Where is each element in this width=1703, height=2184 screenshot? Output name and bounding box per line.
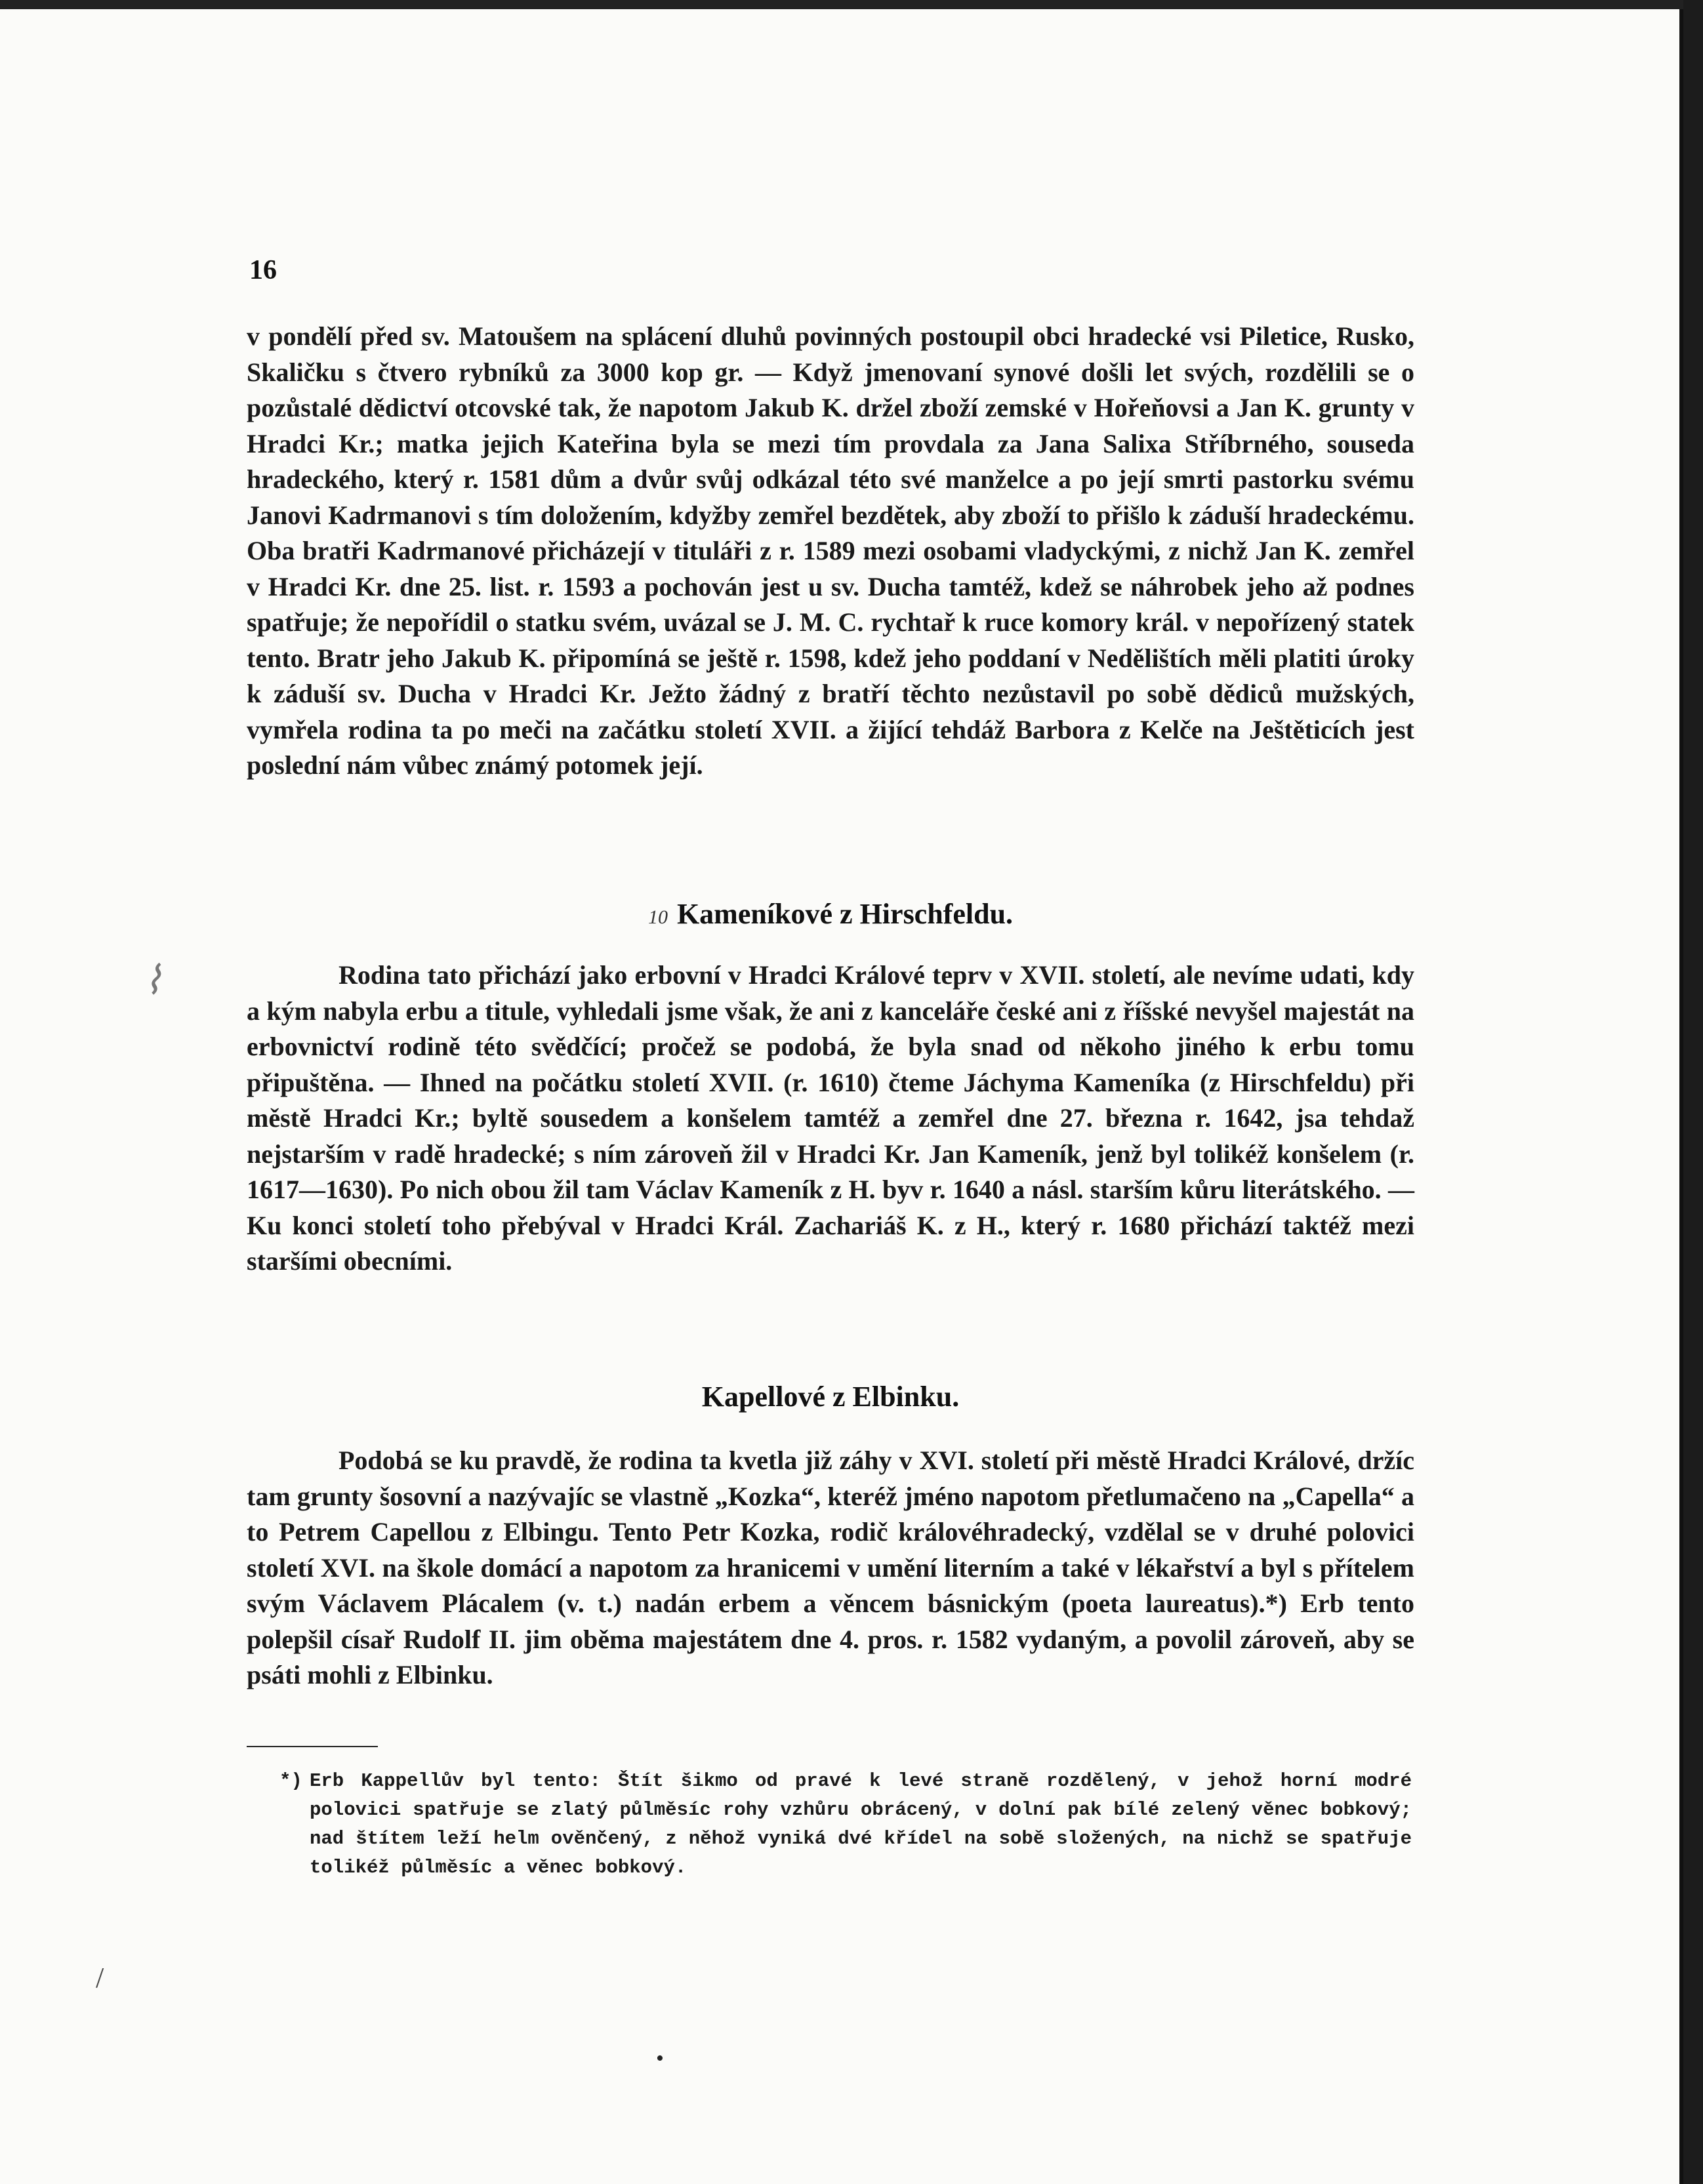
paragraph-kamenikove: Rodina tato přichází jako erbovní v Hradci Králové teprv v XVII. století, ale nevíme udati, kdy a kým nabyla erbu a titule, vyhledali jsme však, že ani z kanceláře české ani z říšské nevyšel majestát na erbovnictví rodině této svědčící; pročež se podobá, že byla snad od někoho jiného k erbu tomu připuštěna. — Ihned na počátku století XVII. (r. 1610) čteme Jáchyma Kameníka (z Hirschfeldu) při městě Hradci Kr.; byltě sousedem a konšelem tamtéž a zemřel dne 27. března r. 1642, jsa tehdaž nejstarším v radě hradecké; s ním zároveň žil v Hradci Kr. Jan Kameník, jenž byl tolikéž konšelem (r. 1617—1630). Po nich obou žil tam Václav Kameník z H. byv r. 1640 a násl. starším kůru literátského. — Ku konci století toho přebýval v Hradci Král. Zachariáš K. z H., který r. 1680 přichází taktéž mezi staršími obecními.: [247, 960, 1414, 1276]
scan-border-right: [1683, 0, 1703, 2184]
footnote: [279, 1767, 1412, 1882]
section-heading-kapellove: Kapellové z Elbinku.: [701, 1381, 960, 1413]
section-heading-kamenikove-text: Kameníkové z Hirschfeldu.: [676, 898, 1014, 930]
footnote-marker: *): [279, 1770, 302, 1792]
ink-dot: •: [656, 2046, 664, 2071]
section-heading-kamenikove: [247, 897, 1414, 931]
handwritten-section-number: 10: [647, 906, 668, 928]
page-number: 16: [249, 255, 277, 285]
paragraph-kadrman-family: v pondělí před sv. Matoušem na splácení dluhů povinných postoupil obci hradecké vsi Piletice, Rusko, Skaličku s čtvero rybníků za 3000 kop gr. — Když jmenovaní synové došli let svých, rozdělili se o pozůstalé dědictví otcovské tak, že napotom Jakub K. držel zboží zemské v Hořeňovsi a Jan K. grunty v Hradci Kr.; matka jejich Kateřina byla se mezi tím provdala za Jana Salixa Stříbrného, souseda hradeckého, který r. 1581 dům a dvůr svůj odkázal této své manželce a po její smrti pastorku svému Janovi Kadrmanovi s tím doložením, kdyžby zemřel bezdětek, aby zboží to přišlo k záduší hradeckému. Oba bratři Kadrmanové přicházejí v tituláři z r. 1589 mezi osobami vladyckými, z nichž Jan K. zemřel v Hradci Kr. dne 25. list. r. 1593 a pochován jest u sv. Ducha tamtéž, kdež se náhrobek jeho až podnes spatřuje; že nepořídil o statku svém, uvázal se J. M. C. rychtař k ruce komory král. v nepořízený statek tento. Bratr jeho Jakub K. připomíná se ještě r. 1598, kdež jeho poddaní v Nedělištích měli platiti úroky k záduší sv. Ducha v Hradci Kr. Ježto žádný z bratří těchto nezůstavil po sobě dědiců mužských, vymřela rodina ta po meči na začátku století XVII. a žijící tehdáž Barbora z Kelče na Ještěticích jest poslední nám vůbec známý potomek její.: [247, 321, 1414, 780]
ink-speck: /: [96, 1962, 104, 1994]
paragraph-kapellove: Podobá se ku pravdě, že rodina ta kvetla již záhy v XVI. století při městě Hradci Králové, držíc tam grunty šosovní a nazývajíc se vlastně „Kozka“, kteréž jméno napotom přetlumačeno na „Capella“ a to Petrem Capellou z Elbingu. Tento Petr Kozka, rodič královéhradecký, vzdělal se v druhé polovici století XVI. na škole domácí a napotom za hranicemi v umění literním a také v lékařství a byl s přítelem svým Václavem Plácalem (v. t.) nadán erbem a věncem básnickým (poeta laureatus).*) Erb tento polepšil císař Rudolf II. jim oběma majestátem dne 4. pros. r. 1582 vydaným, a povolil zároveň, aby se psáti mohli z Elbinku.: [247, 1446, 1414, 1689]
scan-border-top: [0, 0, 1683, 9]
footnote-divider: [247, 1746, 378, 1747]
pencil-mark: ⌇: [143, 959, 163, 1002]
footnote-text: Erb Kappellův byl tento: Štít šikmo od pravé k levé straně rozdělený, v jehož horní modré polovici spatřuje se zlatý půlměsíc rohy vzhůru obrácený, v dolní pak bílé zelený věnec bobkový; nad štítem leží helm ověnčený, z něhož vyniká dvé křídel na sobě složených, na nichž se spatřuje tolikéž půlměsíc a věnec bobkový.: [310, 1770, 1412, 1878]
